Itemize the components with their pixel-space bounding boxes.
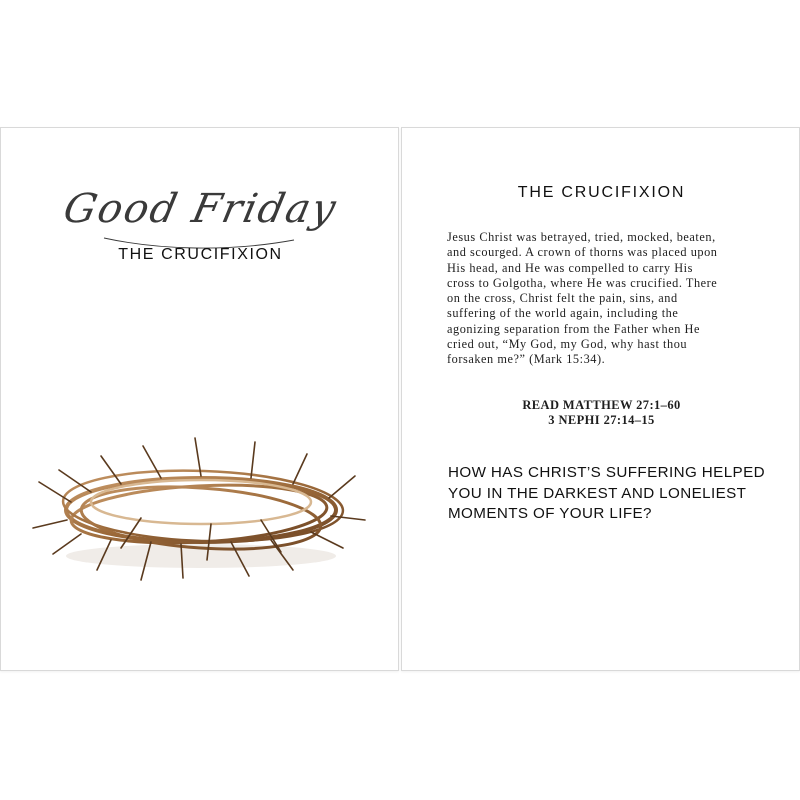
right-title: THE CRUCIFIXION <box>517 184 686 201</box>
left-page-card <box>0 127 399 671</box>
left-subtitle: THE CRUCIFIXION <box>118 246 283 263</box>
crown-of-thorns-icon <box>31 428 371 588</box>
script-title: Good Friday <box>59 186 342 232</box>
body-paragraph: Jesus Christ was betrayed, tried, mocked, beaten, and scourged. A crown of thorns was placed upon His head, and He was compelled to carry His cross to Golgotha, where He was crucified. There on the cross, Christ felt the pain, sins, and suffering of the world again, including the agonizing separation from the Father when He cried out, “My God, my God, why hast thou forsaken me?” (Mark 15:34). <box>447 230 718 367</box>
reading-line-2: 3 NEPHI 27:14–15 <box>548 413 655 427</box>
reading-line-1: READ MATTHEW 27:1–60 <box>522 398 681 412</box>
reflection-question: HOW HAS CHRIST’S SUFFERING HELPED YOU IN THE DARKEST AND LONELIEST MOMENTS OF YOUR LIFE? <box>448 464 765 522</box>
reading-reference <box>402 398 800 428</box>
right-page-card <box>401 127 800 671</box>
